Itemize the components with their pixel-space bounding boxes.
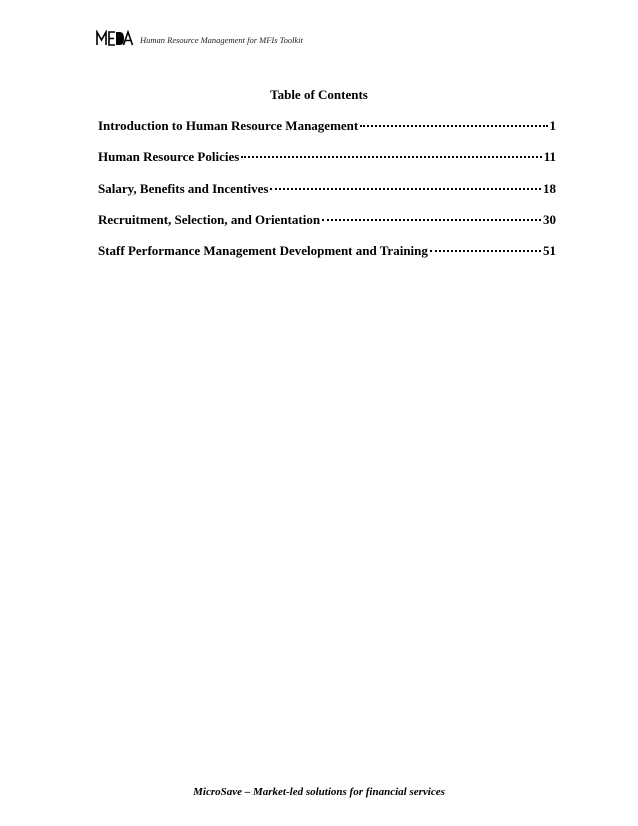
toc-entry-page: 1 — [549, 118, 556, 133]
meda-logo — [96, 30, 134, 46]
toc-entry-page: 18 — [543, 180, 556, 196]
toc-title: Table of Contents — [270, 87, 368, 102]
toc-entry-staff-performance[interactable] — [98, 243, 556, 259]
toc-entry-label: Introduction to Human Resource Management — [98, 118, 359, 133]
dot-leader — [241, 156, 541, 158]
toc-entry-recruitment[interactable] — [98, 212, 556, 228]
toc-entry-page: 30 — [543, 211, 556, 227]
toc-entry-introduction[interactable] — [98, 118, 556, 134]
toc-entry-salary-benefits[interactable] — [98, 181, 556, 197]
table-of-contents — [98, 118, 556, 274]
page-header — [96, 30, 303, 46]
dot-leader — [322, 219, 541, 221]
dot-leader — [360, 125, 547, 127]
toc-entry-page: 51 — [543, 243, 556, 259]
header-title: Human Resource Management for MFIs Toolkit — [140, 35, 303, 45]
toc-entry-label: Recruitment, Selection, and Orientation — [98, 211, 321, 227]
dot-leader — [430, 250, 541, 252]
toc-entry-label: Salary, Benefits and Incentives — [98, 180, 269, 196]
dot-leader — [270, 188, 541, 190]
toc-entry-hr-policies[interactable] — [98, 149, 556, 165]
page-footer: MicroSave – Market-led solutions for financial services — [193, 786, 445, 798]
toc-entry-page: 11 — [543, 149, 556, 165]
toc-entry-label: Staff Performance Management Development and Training — [98, 243, 428, 259]
toc-entry-label: Human Resource Policies — [98, 149, 240, 165]
